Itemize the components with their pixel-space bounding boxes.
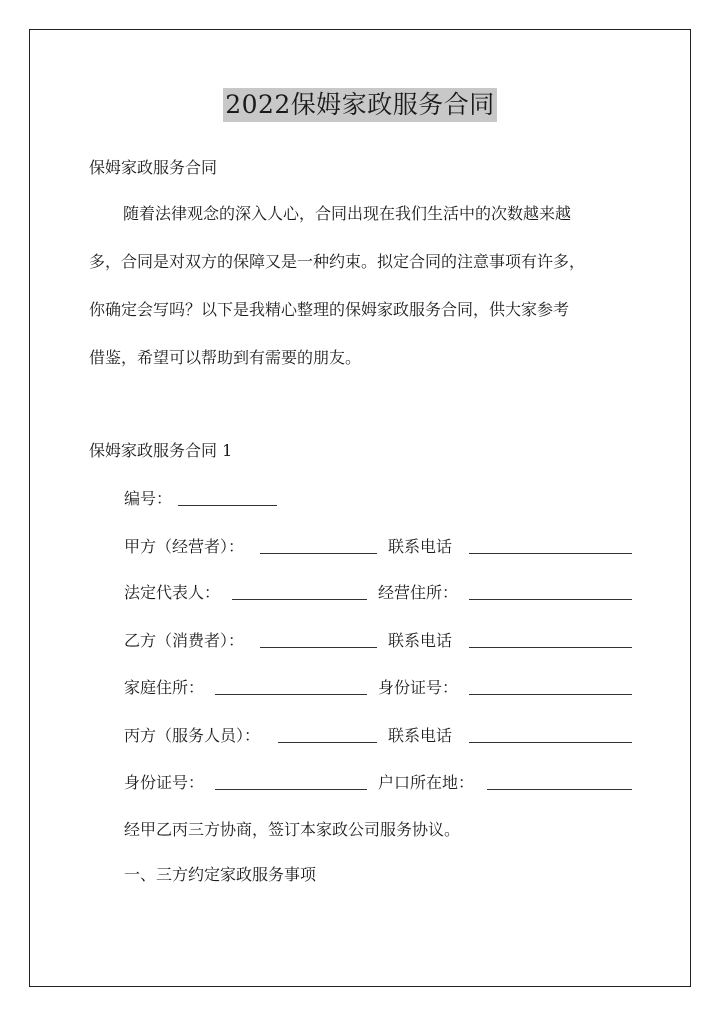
number-label: 编号： bbox=[124, 489, 173, 508]
intro-line: 借鉴，希望可以帮助到有需要的朋友。 bbox=[89, 348, 362, 367]
household-location-field[interactable] bbox=[487, 773, 632, 790]
legal-rep-field[interactable] bbox=[232, 583, 367, 600]
party-a-label: 甲方（经营者）： bbox=[124, 537, 245, 556]
household-location-label: 户口所在地： bbox=[378, 773, 475, 792]
intro-paragraph bbox=[89, 203, 634, 395]
document-subtitle: 保姆家政服务合同 bbox=[89, 158, 218, 177]
contact-phone-1-field[interactable] bbox=[469, 537, 632, 554]
id-number-2-field[interactable] bbox=[215, 773, 367, 790]
business-address-field[interactable] bbox=[469, 583, 632, 600]
title-container bbox=[0, 88, 720, 122]
id-number-1-label: 身份证号： bbox=[378, 678, 459, 697]
id-number-1-field[interactable] bbox=[469, 678, 632, 695]
legal-rep-label: 法定代表人： bbox=[124, 583, 221, 602]
party-c-label: 丙方（服务人员）： bbox=[124, 726, 261, 745]
contact-phone-2-label: 联系电话 bbox=[388, 631, 453, 650]
home-address-field[interactable] bbox=[215, 678, 367, 695]
intro-line: 多，合同是对双方的保障又是一种约束。拟定合同的注意事项有许多， bbox=[89, 252, 586, 271]
intro-line: 随着法律观念的深入人心，合同出现在我们生活中的次数越来越 bbox=[123, 204, 572, 223]
document-title: 2022保姆家政服务合同 bbox=[223, 88, 497, 122]
clause-1-heading: 一、三方约定家政服务事项 bbox=[124, 865, 317, 884]
home-address-label: 家庭住所： bbox=[124, 678, 205, 697]
agreement-statement: 经甲乙丙三方协商，签订本家政公司服务协议。 bbox=[124, 820, 461, 839]
intro-line: 你确定会写吗？以下是我精心整理的保姆家政服务合同，供大家参考 bbox=[89, 300, 570, 319]
id-number-2-label: 身份证号： bbox=[124, 773, 205, 792]
number-field[interactable] bbox=[178, 489, 277, 506]
party-c-field[interactable] bbox=[278, 726, 377, 743]
contact-phone-3-label: 联系电话 bbox=[388, 726, 453, 745]
contact-phone-1-label: 联系电话 bbox=[388, 537, 453, 556]
party-b-field[interactable] bbox=[260, 631, 377, 648]
section-title: 保姆家政服务合同 1 bbox=[89, 441, 233, 460]
contact-phone-3-field[interactable] bbox=[469, 726, 632, 743]
party-b-label: 乙方（消费者）： bbox=[124, 631, 245, 650]
party-a-field[interactable] bbox=[260, 537, 377, 554]
business-address-label: 经营住所： bbox=[378, 583, 459, 602]
contact-phone-2-field[interactable] bbox=[469, 631, 632, 648]
